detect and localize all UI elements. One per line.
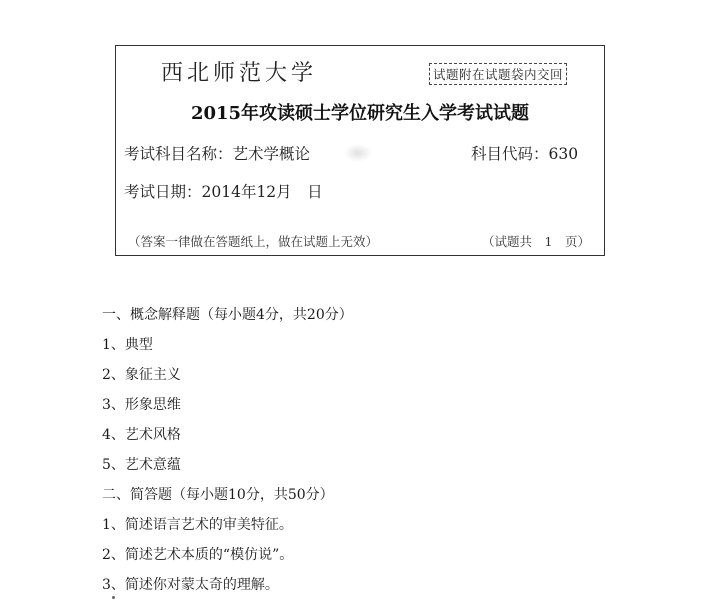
question-item: 4、艺术风格 [102,427,181,443]
question-item: 2、象征主义 [102,367,181,383]
question-item: 3、简述你对蒙太奇的理解。 [102,577,279,593]
question-item: 1、简述语言艺术的审美特征。 [102,517,293,533]
page-count: （试题共 1 页） [482,234,590,249]
exam-date: 考试日期：2014年12月 日 [124,183,323,201]
question-item: 2、简述艺术本质的“模仿说”。 [102,547,294,563]
subject-name: 考试科目名称：艺术学概论 [124,145,311,163]
university-name: 西北师范大学 [161,61,318,86]
exam-header-box [115,45,605,256]
section-heading-short-answer: 二、简答题（每小题10分，共50分） [102,487,334,503]
question-item: 5、艺术意蕴 [102,457,181,473]
section-heading-definitions: 一、概念解释题（每小题4分，共20分） [102,307,353,323]
question-item: 3、形象思维 [102,397,181,413]
scan-smudge [344,144,372,162]
question-item: 1、典型 [102,337,153,353]
exam-title: 2015年攻读硕士学位研究生入学考试试题 [190,103,530,124]
return-instruction-stamp: 试题附在试题袋内交回 [429,63,567,85]
answer-instruction: （答案一律做在答题纸上，做在试题上无效） [128,234,379,249]
subject-code: 科目代码：630 [471,145,579,163]
